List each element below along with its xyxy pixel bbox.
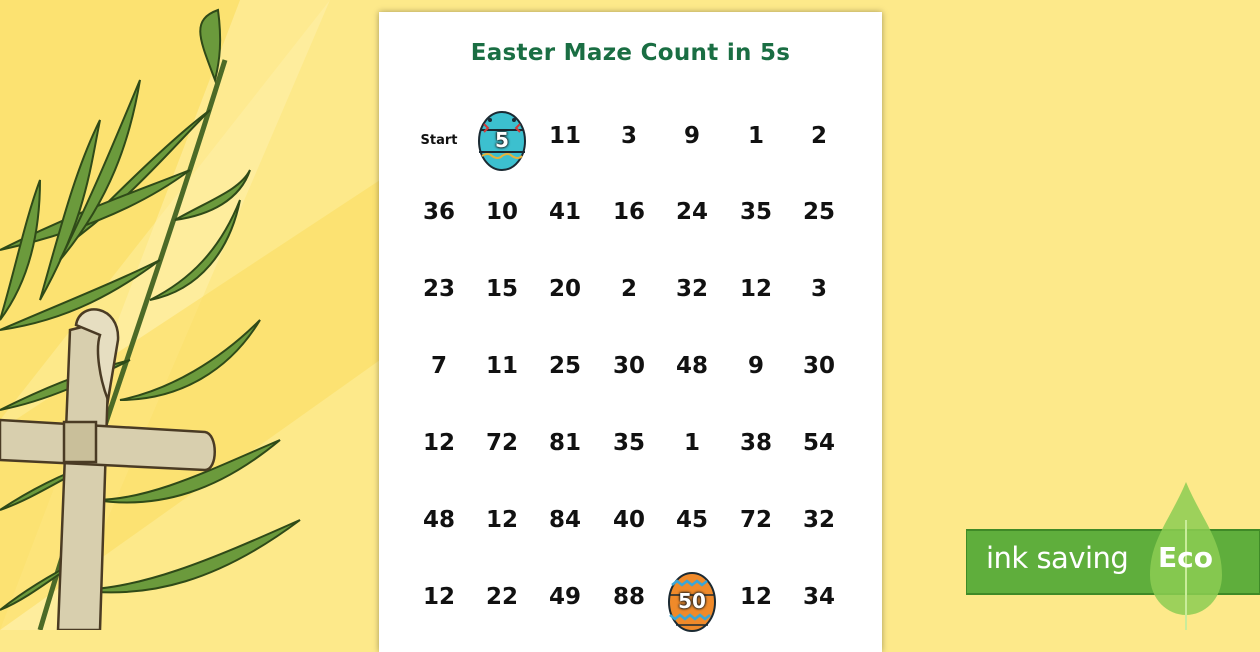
maze-number: 81 — [548, 430, 581, 456]
egg-number: 5 — [495, 128, 509, 152]
maze-number: 11 — [485, 353, 518, 379]
maze-number: 10 — [485, 199, 518, 225]
maze-number: 12 — [422, 430, 455, 456]
maze-number: 2 — [810, 123, 827, 149]
maze-number: 72 — [739, 507, 772, 533]
maze-number: 3 — [620, 123, 637, 149]
maze-number: 30 — [612, 353, 645, 379]
maze-number: 25 — [802, 199, 835, 225]
maze-number: 12 — [739, 276, 772, 302]
maze-number: 12 — [739, 584, 772, 610]
maze-number: 49 — [548, 584, 581, 610]
maze-number: 9 — [683, 123, 700, 149]
maze-number: 48 — [675, 353, 708, 379]
maze-number: 34 — [802, 584, 835, 610]
maze-number: 38 — [739, 430, 772, 456]
maze-number: 25 — [548, 353, 581, 379]
worksheet-page — [379, 12, 882, 652]
egg-number: 50 — [678, 589, 706, 613]
maze-number: 45 — [675, 507, 708, 533]
maze-number: 32 — [675, 276, 708, 302]
maze-number: 1 — [683, 430, 700, 456]
maze-number: 2 — [620, 276, 637, 302]
start-label: Start — [420, 132, 458, 148]
maze-number: 54 — [802, 430, 835, 456]
maze-number: 9 — [747, 353, 764, 379]
maze-number: 22 — [485, 584, 518, 610]
maze-number: 35 — [739, 199, 772, 225]
maze-number: 20 — [548, 276, 581, 302]
maze-number: 7 — [430, 353, 447, 379]
maze-number: 40 — [612, 507, 645, 533]
maze-number: 23 — [422, 276, 455, 302]
maze-number: 41 — [548, 199, 581, 225]
maze-number: 12 — [422, 584, 455, 610]
maze-number: 15 — [485, 276, 518, 302]
finish-egg-icon — [666, 569, 718, 633]
maze-number: 3 — [810, 276, 827, 302]
maze-number: 1 — [747, 123, 764, 149]
maze-number: 24 — [675, 199, 708, 225]
maze-number: 84 — [548, 507, 581, 533]
worksheet-title: Easter Maze Count in 5s — [470, 40, 791, 66]
maze-number: 32 — [802, 507, 835, 533]
maze-number: 11 — [548, 123, 581, 149]
maze-number: 48 — [422, 507, 455, 533]
ink-saving-label: ink saving — [986, 541, 1129, 575]
maze-number: 72 — [485, 430, 518, 456]
start-egg-icon — [476, 108, 528, 172]
eco-label: Eco — [1158, 541, 1213, 574]
maze-number: 12 — [485, 507, 518, 533]
maze-number: 35 — [612, 430, 645, 456]
maze-number: 36 — [422, 199, 455, 225]
maze-number: 88 — [612, 584, 645, 610]
maze-number: 16 — [612, 199, 645, 225]
maze-number: 30 — [802, 353, 835, 379]
